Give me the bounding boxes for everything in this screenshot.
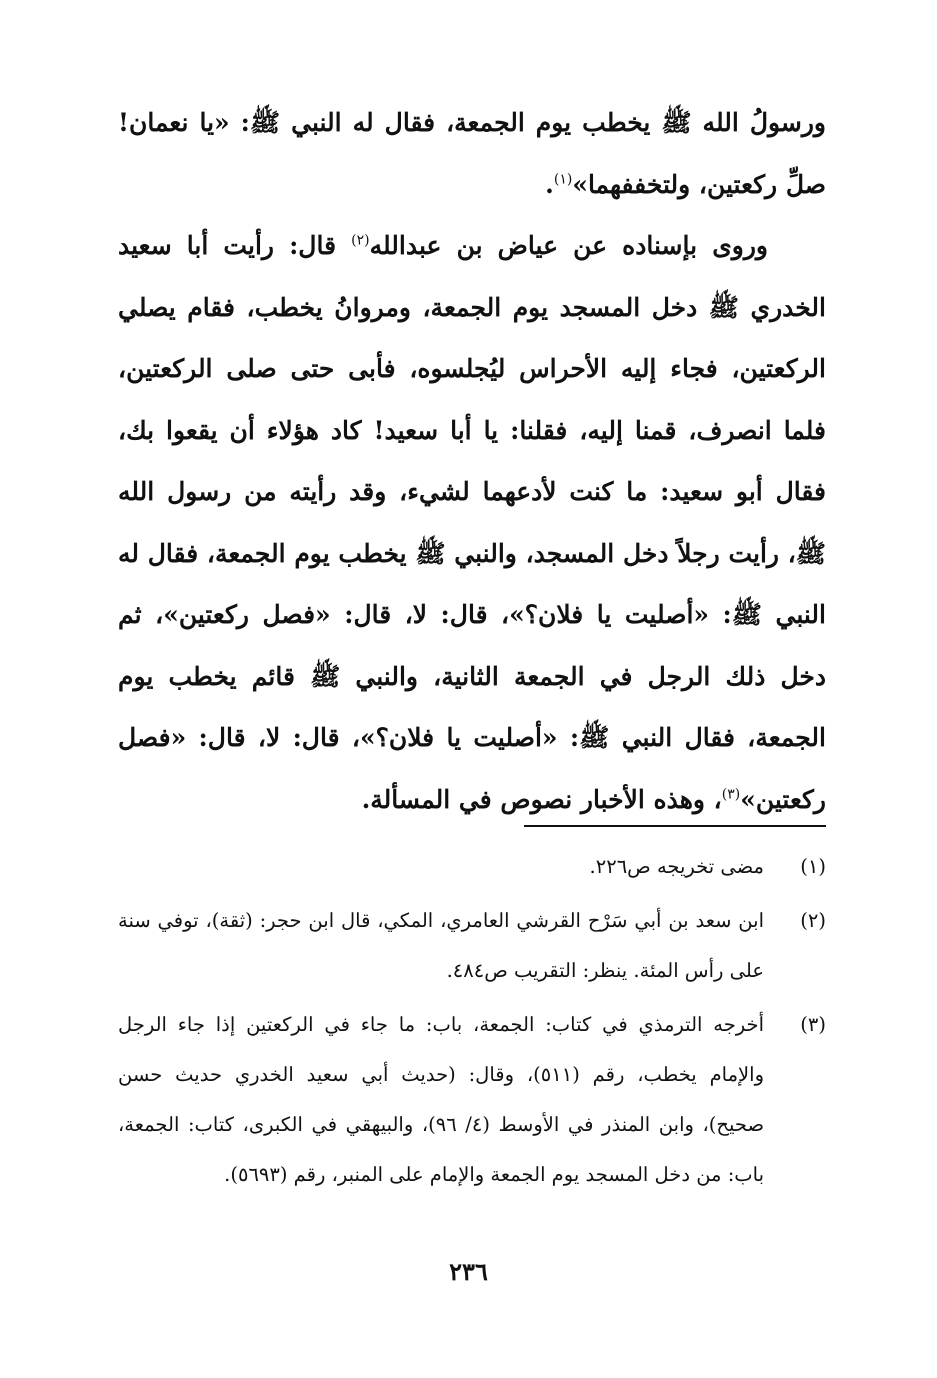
footnote-3-number: (٣) <box>800 1013 826 1036</box>
footnote-3-text: أخرجه الترمذي في كتاب: الجمعة، باب: ما جاء في الركعتين إذا جاء الرجل والإمام يخطب، رقم (٥١١)، وقال: (حديث أبي سعيد الخدري حديث حسن صحيح)، وابن المنذر في الأوسط (٤/ ٩٦)، والبيهقي في الكبرى، كتاب: الجمعة، باب: من دخل المسجد يوم الجمعة والإمام على المنبر، رقم (٥٦٩٣). <box>118 1013 764 1186</box>
footnote-3 <box>118 1000 826 1200</box>
footnote-reference-3: (٣) <box>721 786 741 803</box>
footnote-1 <box>118 842 826 892</box>
page-number: ٢٣٦ <box>449 1257 488 1286</box>
footnote-reference-2: (٢) <box>351 232 370 249</box>
footnote-separator <box>524 825 826 827</box>
footnote-2-number: (٢) <box>800 909 826 932</box>
paragraph-2-opening: وروى بإسناده عن عياض بن عبدالله <box>369 231 768 260</box>
main-text <box>118 92 826 830</box>
paragraph-abu-said-narration <box>118 215 826 830</box>
footnote-1-number: (١) <box>800 855 826 878</box>
footnote-2-text: ابن سعد بن أبي سَرْح القرشي العامري، المكي، قال ابن حجر: (ثقة)، توفي سنة على رأس المئة. ينظر: التقريب ص٤٨٤. <box>118 909 764 982</box>
paragraph-2-ending: ، وهذه الأخبار نصوص في المسألة. <box>361 784 722 814</box>
footnote-reference-1: (١) <box>553 171 573 188</box>
paragraph-continued-hadith <box>118 92 826 215</box>
footnote-2 <box>118 896 826 996</box>
paragraph-1-text: ورسولُ الله ﷺ يخطب يوم الجمعة، فقال له النبي ﷺ: «يا نعمان! صلِّ ركعتين، ولتخففهما» <box>118 108 826 199</box>
paragraph-2-body: قال: رأيت أبا سعيد الخدري ﷺ دخل المسجد يوم الجمعة، ومروانُ يخطب، فقام يصلي الركعتين، فجاء إليه الأحراس ليُجلسوه، فأبى حتى صلى الركعتين، فلما انصرف، قمنا إليه، فقلنا: يا أبا سعيد! كاد هؤلاء أن يقعوا بك، فقال أبو سعيد: ما كنت لأدعهما لشيء، وقد رأيته من رسول الله ﷺ، رأيت رجلاً دخل المسجد، والنبي ﷺ يخطب يوم الجمعة، فقال له النبي ﷺ: «أصليت يا فلان؟»، قال: لا، قال: «فصل ركعتين»، ثم دخل ذلك الرجل في الجمعة الثانية، والنبي ﷺ قائم يخطب يوم الجمعة، فقال النبي ﷺ: «أصليت يا فلان؟»، قال: لا، قال: «فصل ركعتين» <box>118 231 826 814</box>
footnote-1-text: مضى تخريجه ص٢٢٦. <box>589 855 764 878</box>
footnotes-list <box>118 842 826 1204</box>
paragraph-1-ending: . <box>545 169 554 199</box>
